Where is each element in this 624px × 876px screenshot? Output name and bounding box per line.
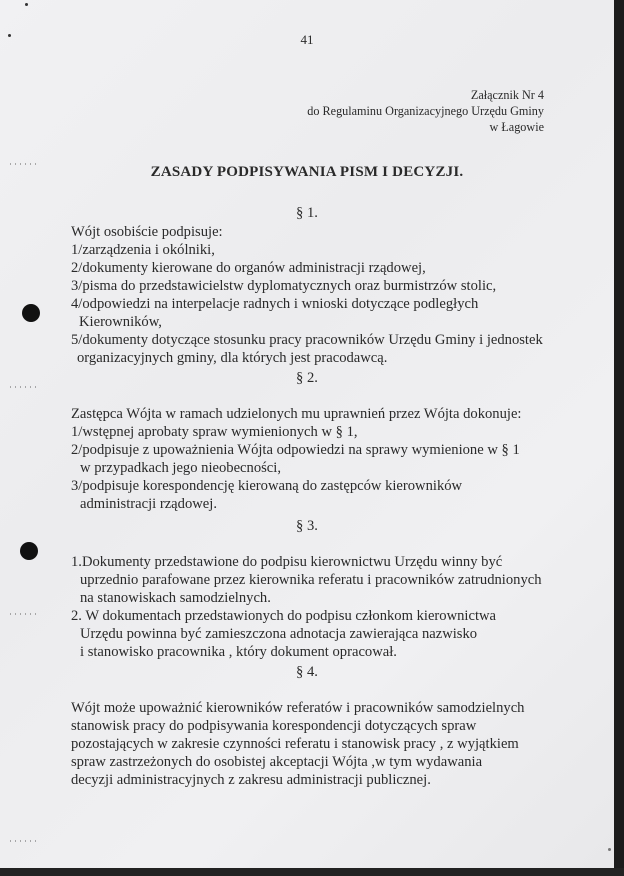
section-1-line: 3/pisma do przedstawicielstw dyplomatycznych oraz burmistrzów stolic,: [71, 278, 497, 294]
section-4-line: decyzji administracyjnych z zakresu administracji publicznej.: [71, 772, 431, 788]
section-2-line: 3/podpisuje korespondencję kierowaną do zastępców kierowników: [71, 478, 463, 494]
section-3-line: Urzędu powinna być zamieszczona adnotacja zawierająca nazwisko: [80, 626, 478, 642]
section-4-line: pozostających w zakresie czynności referatu i stanowisk pracy , z wyjątkiem: [71, 736, 519, 752]
section-1-line: organizacyjnych gminy, dla których jest pracodawcą.: [77, 350, 388, 366]
section-1-line: 5/dokumenty dotyczące stosunku pracy pracowników Urzędu Gminy i jednostek: [71, 332, 543, 348]
annex-line: w Łagowie: [489, 120, 544, 134]
scan-border-right: [614, 0, 624, 876]
section-2-line: w przypadkach jego nieobecności,: [80, 460, 281, 476]
scan-speck: [25, 3, 28, 6]
scan-border-bottom: [0, 868, 624, 876]
section-2-intro: Zastępca Wójta w ramach udzielonych mu uprawnień przez Wójta dokonuje:: [71, 406, 522, 422]
section-1-line: 1/zarządzenia i okólniki,: [71, 242, 215, 258]
section-3-line: 1.Dokumenty przedstawione do podpisu kierownictwu Urzędu winny być: [71, 554, 503, 570]
section-3-line: i stanowisko pracownika , który dokument opracował.: [80, 644, 397, 660]
section-3-line: 2. W dokumentach przedstawionych do podpisu członkom kierownictwa: [71, 608, 497, 624]
annex-line: Załącznik Nr 4: [470, 88, 544, 102]
scan-dots: [10, 613, 40, 615]
document-title: ZASADY PODPISYWANIA PISM I DECYZJI.: [150, 164, 464, 180]
section-1-intro: Wójt osobiście podpisuje:: [71, 224, 223, 240]
section-3-line: uprzednio parafowane przez kierownika referatu i pracowników zatrudnionych: [80, 572, 542, 588]
scan-speck: [608, 848, 611, 851]
punch-hole: [20, 542, 38, 560]
section-4-line: spraw zastrzeżonych do osobistej akceptacji Wójta ,w tym wydawania: [71, 754, 483, 770]
punch-hole: [22, 304, 40, 322]
section-2-heading: § 2.: [296, 370, 318, 386]
section-1-line: Kierowników,: [79, 314, 162, 330]
section-1-heading: § 1.: [296, 205, 318, 221]
section-1-line: 2/dokumenty kierowane do organów administracji rządowej,: [71, 260, 426, 276]
section-3-line: na stanowiskach samodzielnych.: [80, 590, 271, 606]
annex-line: do Regulaminu Organizacyjnego Urzędu Gminy: [307, 104, 544, 118]
annex-reference: [307, 87, 544, 135]
section-3-heading: § 3.: [296, 518, 318, 534]
section-2-line: 1/wstępnej aprobaty spraw wymienionych w § 1,: [71, 424, 358, 440]
section-4-line: Wójt może upoważnić kierowników referatów i pracowników samodzielnych: [71, 700, 525, 716]
section-1-line: 4/odpowiedzi na interpelacje radnych i wnioski dotyczące podległych: [71, 296, 479, 312]
page-number: 41: [300, 32, 314, 47]
section-4-heading: § 4.: [296, 664, 318, 680]
section-2-line: administracji rządowej.: [80, 496, 217, 512]
scan-dots: [10, 840, 40, 842]
section-2-line: 2/podpisuje z upoważnienia Wójta odpowiedzi na sprawy wymienione w § 1: [71, 442, 520, 458]
section-4-line: stanowisk pracy do podpisywania korespondencji dotyczących spraw: [71, 718, 477, 734]
